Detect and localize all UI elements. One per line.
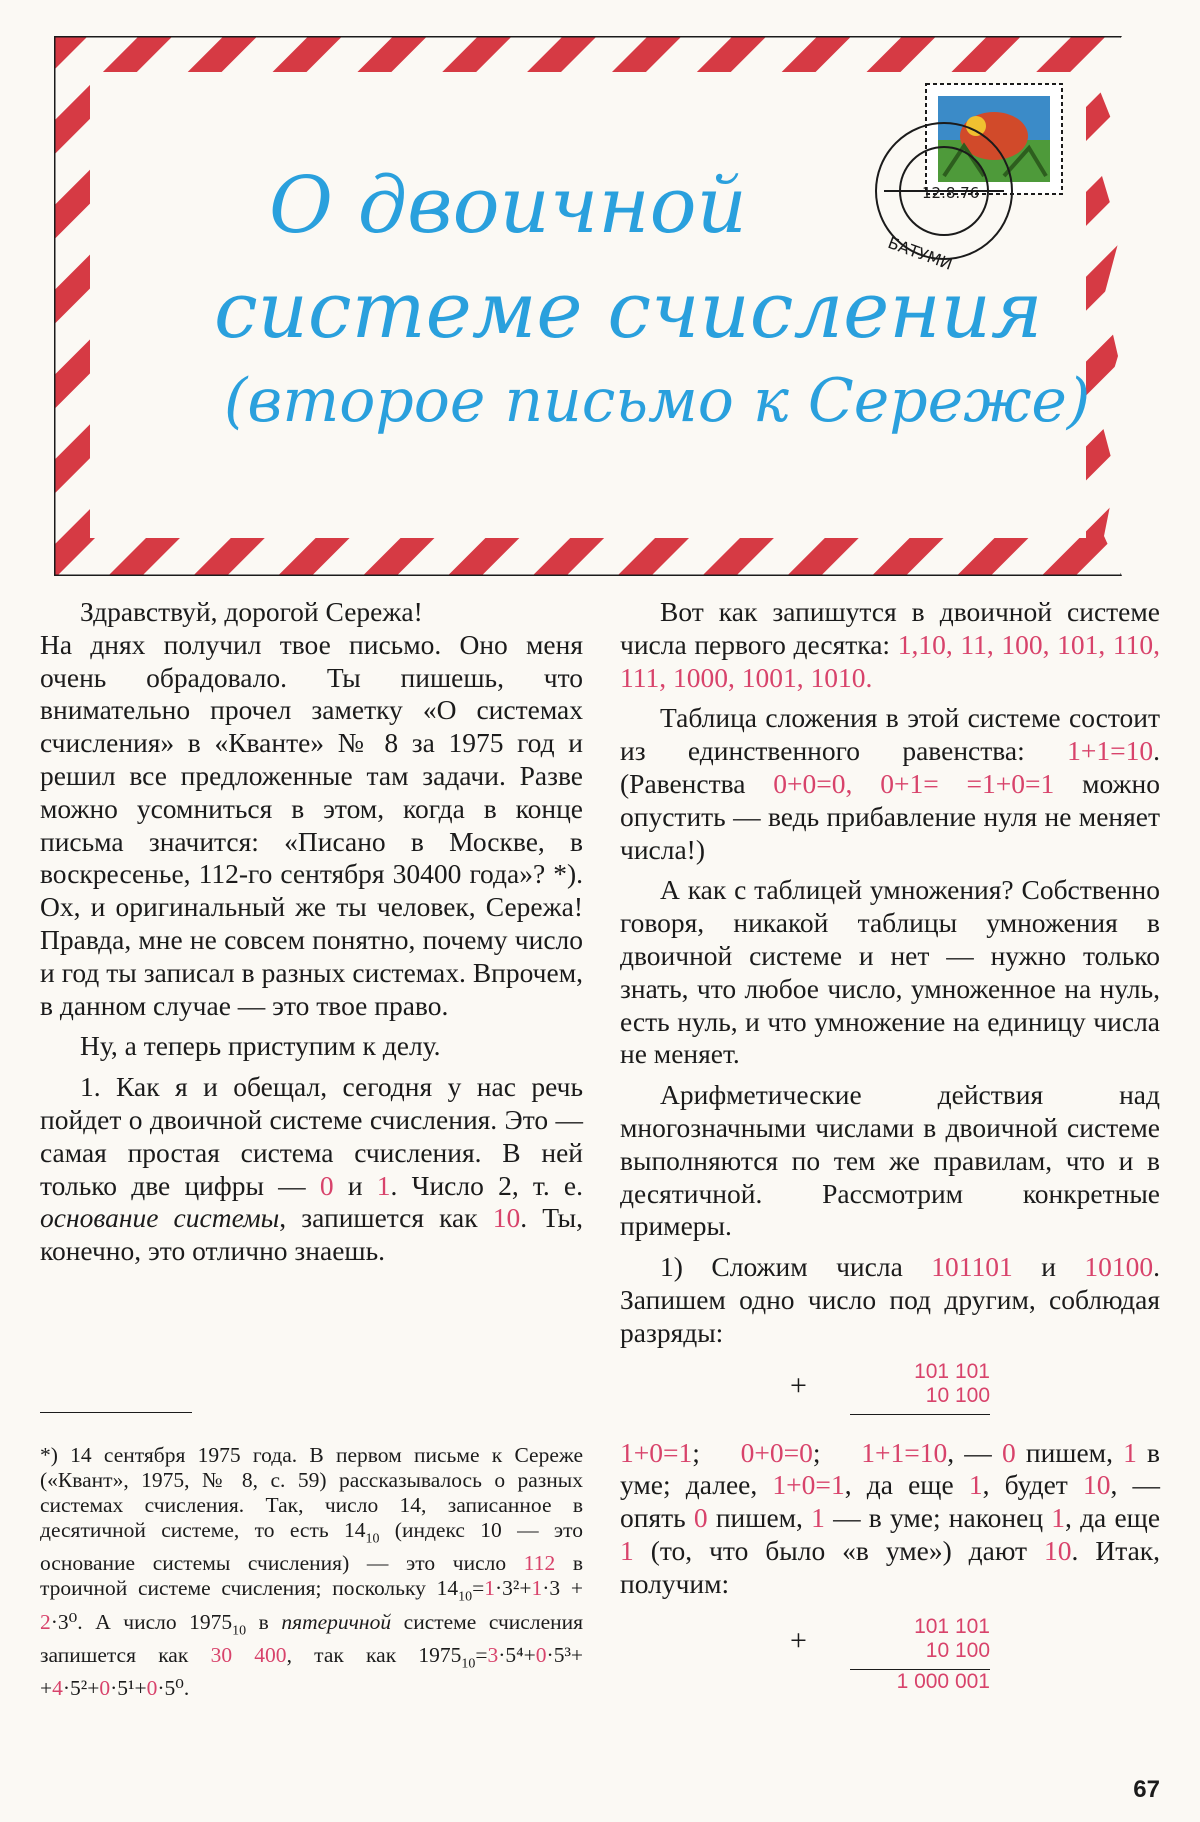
page-number: 67 [1133, 1776, 1160, 1803]
title-line-3: (второе письмо к Сереже) [224, 366, 1091, 436]
postmark-date: 12.8.76 [922, 184, 980, 202]
paragraph-binary-numbers: Вот как запишутся в двоичной системе числа первого десятка: 1,10, 11, 100, 101, 110, 111, 1000, 1001, 1010. [620, 596, 1160, 693]
paragraph-1: На днях получил твое письмо. Оно меня очень обрадовало. Ты пишешь, что внимательно прочел заметку «О системах счисления» в «Кванте» № 8 за 1975 год и решил все предложенные там задачи. Разве можно усомниться в этом, когда в конце письма значится: «Писано в Москве, в воскресенье, 112-го сентября 30400 года»? *). Ох, и оригинальный же ты человек, Сережа! Правда, мне не совсем понятно, почему число и год ты записал в разных системах. Впрочем, в данном случае — это твое право. [40, 628, 583, 1021]
right-column [620, 596, 1160, 1708]
paragraph-arithmetic: Арифметические действия над многозначными числами в двоичной системе выполняются по тем же правилам, что и в десятичной. Рассмотрим конкретные примеры. [620, 1079, 1160, 1242]
greeting: Здравствуй, дорогой Сережа! [80, 596, 423, 627]
title-line-2: системе счисления [214, 266, 1043, 356]
left-column [40, 596, 583, 1276]
paragraph-2: Ну, а теперь приступим к делу. [80, 1030, 441, 1062]
paragraph-addition-table: Таблица сложения в этой системе состоит из единственного равенства: 1+1=10. (Равенства 0+0=0, 0+1= =1+0=1 можно опустить — ведь прибавление нуля не меняет числа!) [620, 702, 1161, 865]
footnote: *) 14 сентября 1975 года. В первом письме к Сереже («Квант», 1975, № 8, с. 59) рассказывалось о разных системах счисления. Так, число 14, записанное в десятичной системе, то есть $14_{10}$ (индекс 10 — это основание системы счисления) — это число 112 в троичной системе счисления; поскольку $14_{10}=1\cdot 3^2+1\cdot 3 + 2\cdot 3^0$. А число $1975_{10}$ в пятеричной системе счисления запишется как 30 400, так как $1975_{10}=3\cdot 5^4+0\cdot 5^3+ +4\cdot 5^2+0\cdot 5^1+0\cdot 5^0$. [40, 1443, 584, 1701]
paragraph-3: 1. Как я и обещал, сегодня у нас речь пойдет о двоичной системе счисления. Это — самая простая система счисления. В ней только две цифры — 0 и 1. Число 2, т. е. основание системы, запишется как 10. Ты, конечно, это отлично знаешь. [40, 1071, 584, 1267]
paragraph-multiplication: А как с таблицей умножения? Собственно говоря, никакой таблицы умножения в двоичной системе и нет — нужно только знать, что любое число, умноженное на нуль, есть нуль, и что умножение на единицу числа не меняет. [620, 874, 1160, 1070]
number-ten: 10 [492, 1202, 521, 1234]
addition-example-1-result: + 101 101 10 100 1 000 001 [790, 1614, 990, 1693]
paragraph-example-1: 1) Сложим числа 101101 и 10100. Запишем одно число под другим, соблюдая разряды: [620, 1251, 1161, 1348]
binary-first-ten: 1,10, 11, 100, 101, 110, 111, 1000, 1001, 1010. [620, 628, 1160, 693]
base-term: основание системы [40, 1202, 280, 1234]
digit-one: 1 [376, 1169, 391, 1201]
title-line-1: О двоичной [269, 161, 747, 251]
envelope-illustration [54, 36, 1122, 576]
paragraph-steps: 1+0=1; 0+0=0; 1+1=10, — 0 пишем, 1 в уме; далее, 1+0=1, да еще 1, будет 10, — опять 0 пишем, 1 — в уме; наконец 1, да еще 1 (то, что было «в уме») дают 10. Итак, получим: [620, 1436, 1161, 1599]
addition-example-1: + 101 101 10 100 [790, 1360, 990, 1415]
digit-zero: 0 [319, 1169, 334, 1201]
postmark-city: БАТУМИ [885, 232, 956, 274]
footnote-divider [40, 1412, 192, 1413]
